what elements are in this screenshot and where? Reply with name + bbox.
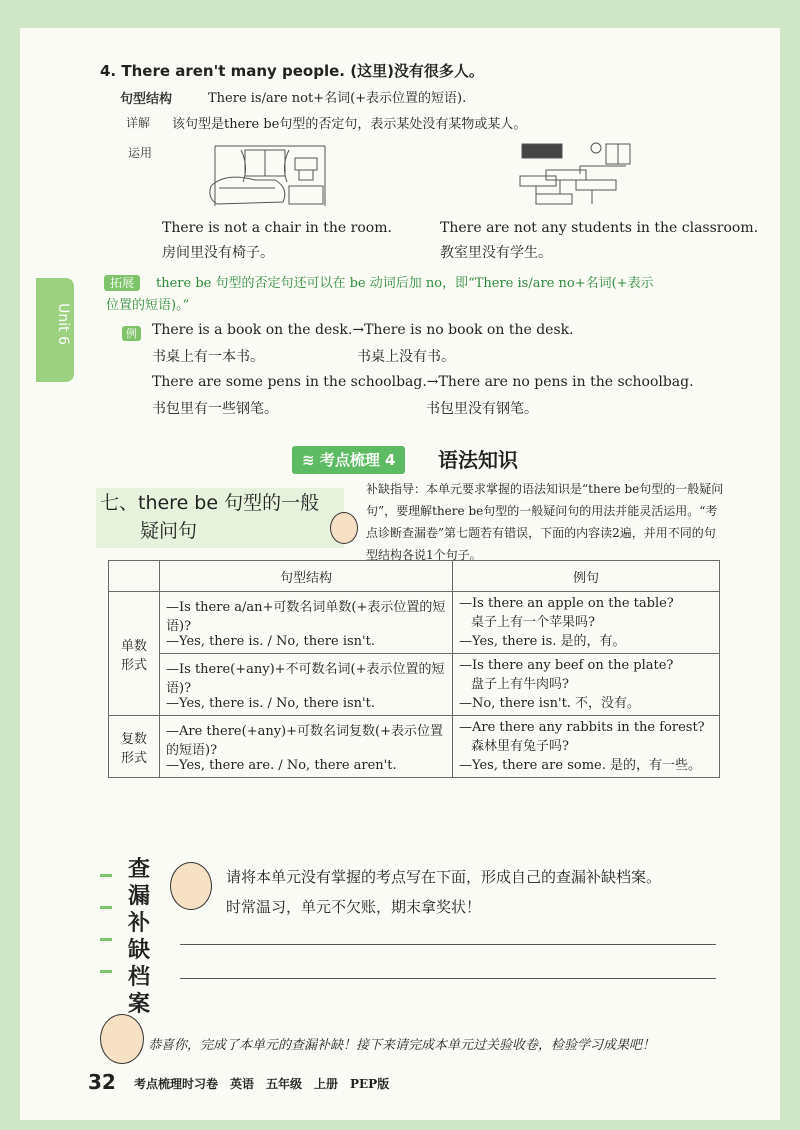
section7-guide: 补缺指导：本单元要求掌握的语法知识是“there be句型的一般疑问句”，要理解there be句型的一般疑问句的用法并能灵活运用。“考点诊断查漏卷”第七题若有错误，下面的内容读2遍，并用不同的句型结构各说1个句子。 (366, 482, 724, 562)
page-number: 32 (88, 1070, 116, 1094)
review-side-title: 查 漏 补 缺 档 案 (127, 857, 150, 1017)
girl-avatar (100, 1014, 144, 1064)
table-row (109, 592, 720, 654)
explain-text: 该句型是there be句型的否定句，表示某处没有某物或某人。 (172, 117, 527, 132)
example1-cn: 房间里没有椅子。 (162, 245, 274, 261)
example-question-cn: 森林里有兔子吗? (471, 739, 569, 754)
unit-tab (36, 278, 74, 382)
example2-cn: 教室里没有学生。 (440, 245, 552, 261)
structure-answer: —Yes, there is. / No, there isn't. (166, 696, 375, 711)
table-cell-structure (160, 654, 453, 716)
use-label: 运用 (128, 146, 153, 160)
banner-label: 考点梳理 4 (319, 451, 396, 469)
example-answer: —Yes, there are some. 是的，有一些。 (459, 758, 701, 773)
classroom-illustration (516, 136, 636, 216)
example-question-cn: 桌子上有一个苹果吗? (471, 615, 595, 630)
structure-question: —Is there a/an+可数名词单数(+表示位置的短语)? (166, 600, 446, 634)
example-tag: 例 (122, 322, 141, 341)
write-line (180, 978, 716, 979)
table-row (109, 716, 720, 778)
table-cell-structure (160, 716, 453, 778)
dash-decor (100, 970, 112, 973)
review-line2: 时常温习，单元不欠账，期末拿奖状！ (226, 898, 482, 916)
example2-en: There are not any students in the classroom. (440, 220, 759, 236)
section7-heading-line2: 疑问句 (140, 520, 198, 542)
structure-question: —Is there(+any)+不可数名词(+表示位置的短语)? (166, 662, 445, 696)
dash-decor (100, 938, 112, 941)
example1-en: There is not a chair in the room. (162, 220, 392, 236)
structure-question: —Are there(+any)+可数名词复数(+表示位置的短语)? (166, 724, 443, 758)
review-line1: 请将本单元没有掌握的考点写在下面，形成自己的查漏补缺档案。 (226, 868, 662, 886)
extension-line1: there be 句型的否定句还可以在 be 动词后加 no，即“There is/are no+名词(+表示 (156, 276, 654, 291)
example-question-cn: 盘子上有牛肉吗? (471, 677, 569, 692)
explain-label: 详解 (126, 116, 151, 130)
structure-answer: —Yes, there is. / No, there isn't. (166, 634, 375, 649)
table-cell-example (453, 654, 720, 716)
structure-label: 句型结构 (120, 92, 173, 107)
example-question: —Is there any beef on the plate? (459, 658, 674, 673)
example-question: —Is there an apple on the table? (459, 596, 674, 611)
dash-decor (100, 874, 112, 877)
congrats-text: 恭喜你，完成了本单元的查漏补缺！接下来请完成本单元过关验收卷，检验学习成果吧！ (148, 1038, 656, 1053)
footer-text: 考点梳理时习卷 英语 五年级 上册 PEP版 (134, 1077, 390, 1091)
table-cell-example (453, 592, 720, 654)
table-corner (109, 561, 160, 592)
table-row (109, 654, 720, 716)
example-e2-cn-a: 书包里有一些钢笔。 (152, 401, 278, 417)
example-e1-en: There is a book on the desk.→There is no book on the desk. (152, 322, 574, 338)
item4-title: 4. There aren't many people. (这里)没有很多人。 (100, 62, 484, 80)
example-e1-cn-b: 书桌上没有书。 (357, 349, 455, 365)
section-banner (292, 446, 405, 474)
table-header-row (109, 561, 720, 592)
bedroom-illustration (205, 136, 335, 216)
example-e1-cn-a: 书桌上有一本书。 (152, 349, 264, 365)
example-answer: —No, there isn't. 不，没有。 (459, 696, 641, 711)
banner-title: 语法知识 (438, 448, 518, 472)
wave-icon: ≋ (302, 451, 315, 469)
write-line (180, 944, 716, 945)
structure-answer: —Yes, there are. / No, there aren't. (166, 758, 397, 773)
boy-avatar (170, 862, 212, 910)
table-cell-example (453, 716, 720, 778)
singular-label: 单数形式 (109, 592, 160, 716)
dash-decor (100, 906, 112, 909)
student-avatar-small (330, 512, 358, 544)
header-example: 例句 (453, 561, 720, 592)
structure-text: There is/are not+名词(+表示位置的短语). (208, 91, 467, 106)
grammar-table (108, 560, 720, 778)
header-structure: 句型结构 (160, 561, 453, 592)
extension-line2: 位置的短语)。” (106, 298, 190, 313)
plural-label: 复数形式 (109, 716, 160, 778)
unit-tab-label: Unit 6 (54, 303, 71, 345)
table-cell-structure (160, 592, 453, 654)
section7-heading-line1: 七、there be 句型的一般 (100, 492, 320, 514)
example-e2-en: There are some pens in the schoolbag.→There are no pens in the schoolbag. (152, 374, 694, 390)
example-e2-cn-b: 书包里没有钢笔。 (426, 401, 538, 417)
extension-tag: 拓展 (104, 272, 140, 291)
example-question: —Are there any rabbits in the forest? (459, 720, 705, 735)
example-answer: —Yes, there is. 是的，有。 (459, 634, 626, 649)
